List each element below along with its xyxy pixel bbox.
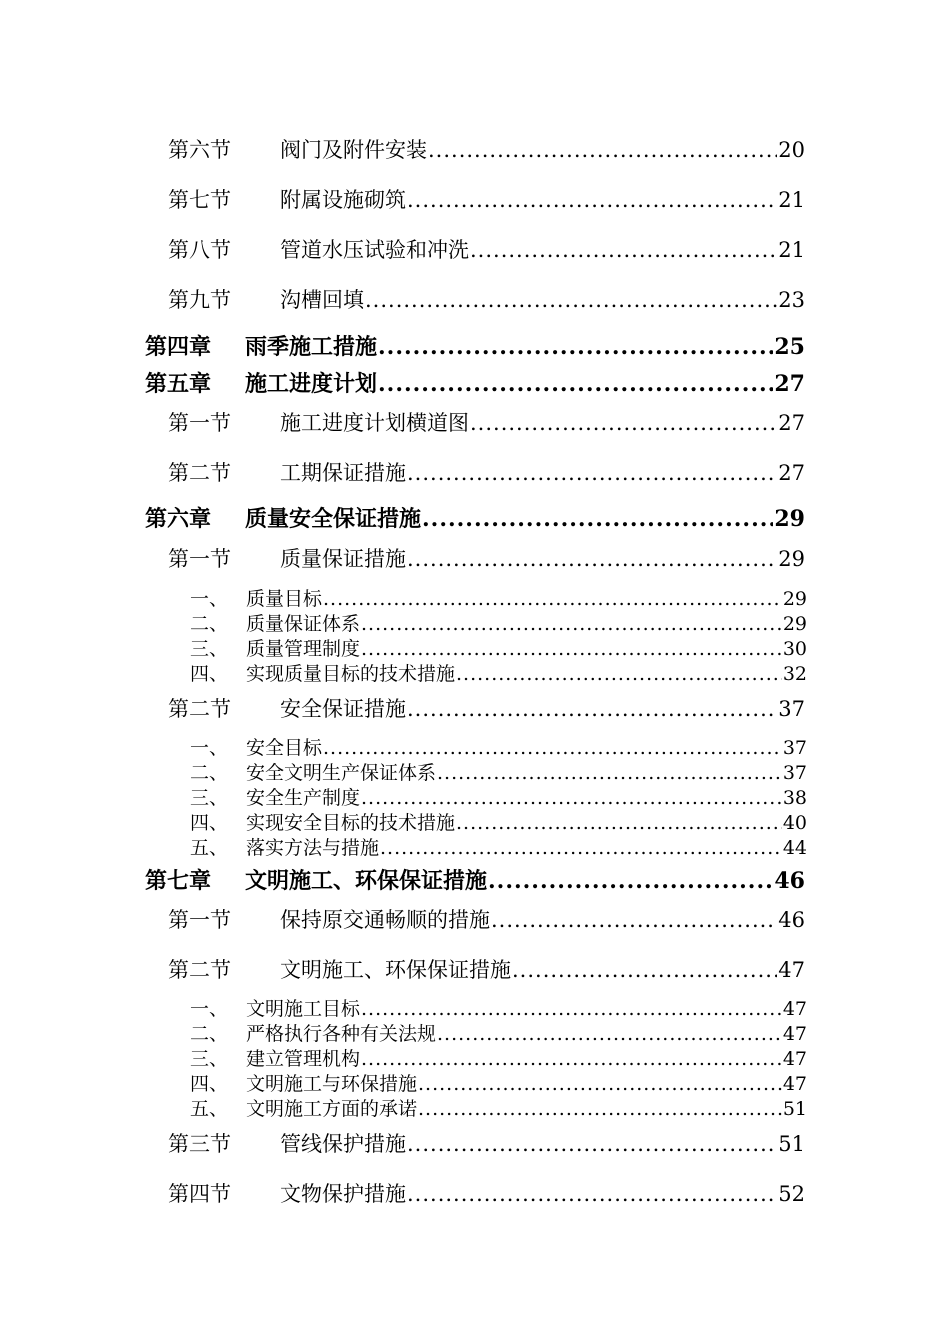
toc-entry-title-line bbox=[280, 134, 805, 164]
toc-entry-number: 第七章 bbox=[145, 868, 212, 894]
dot-leader bbox=[361, 998, 782, 1020]
toc-entry-number: 第四节 bbox=[168, 1182, 231, 1206]
toc-entry-page: 51 bbox=[778, 1132, 805, 1156]
toc-entry-number: 四、 bbox=[190, 1073, 229, 1095]
dot-leader bbox=[407, 461, 777, 485]
toc-entry-page: 46 bbox=[778, 908, 805, 932]
toc-entry-page: 47 bbox=[782, 998, 807, 1020]
dot-leader bbox=[323, 737, 782, 759]
toc-entry-page: 52 bbox=[778, 1182, 805, 1206]
dot-leader bbox=[470, 238, 777, 262]
toc-entry-title: 文明施工与环保措施 bbox=[246, 1073, 418, 1095]
toc-entry-number: 第一节 bbox=[168, 547, 231, 571]
dot-leader bbox=[428, 138, 777, 162]
dot-leader bbox=[407, 697, 777, 721]
toc-entry-number: 五、 bbox=[190, 837, 229, 859]
toc-entry-title-line bbox=[246, 1069, 807, 1096]
toc-entry-page: 27 bbox=[778, 461, 805, 485]
toc-entry-title: 沟槽回填 bbox=[280, 288, 364, 312]
toc-entry-title: 安全文明生产保证体系 bbox=[246, 762, 437, 784]
toc-entry-page: 51 bbox=[782, 1098, 807, 1120]
toc-entry-page: 32 bbox=[782, 663, 807, 685]
toc-entry-title: 施工进度计划 bbox=[245, 371, 378, 397]
toc-entry-title-line bbox=[246, 1019, 807, 1046]
toc-entry-page: 23 bbox=[778, 288, 805, 312]
toc-entry-title-line bbox=[245, 330, 805, 361]
toc-entry-title: 管线保护措施 bbox=[280, 1132, 406, 1156]
toc-entry-title: 文明施工目标 bbox=[246, 998, 361, 1020]
toc-entry-number: 第七节 bbox=[168, 188, 231, 212]
toc-entry-page: 47 bbox=[782, 1073, 807, 1095]
dot-leader bbox=[407, 188, 777, 212]
toc-entry-title-line bbox=[246, 833, 807, 860]
toc-entry-title-line bbox=[246, 994, 807, 1021]
toc-entry-title: 文明施工方面的承诺 bbox=[246, 1098, 418, 1120]
toc-entry-title-line bbox=[245, 502, 805, 533]
toc-entry-number: 一、 bbox=[190, 737, 229, 759]
toc-entry-number: 一、 bbox=[190, 998, 229, 1020]
toc-entry-title: 文物保护措施 bbox=[280, 1182, 406, 1206]
toc-entry-number: 第二节 bbox=[168, 958, 231, 982]
toc-entry-number: 第八节 bbox=[168, 238, 231, 262]
toc-entry-title: 质量管理制度 bbox=[246, 638, 361, 660]
toc-entry-page: 27 bbox=[774, 371, 805, 397]
toc-entry-title: 文明施工、环保保证措施 bbox=[280, 958, 511, 982]
toc-entry-number: 三、 bbox=[190, 787, 229, 809]
toc-entry-number: 二、 bbox=[190, 613, 229, 635]
toc-entry-number: 第三节 bbox=[168, 1132, 231, 1156]
toc-entry-page: 40 bbox=[782, 812, 807, 834]
dot-leader bbox=[378, 371, 773, 397]
toc-entry-title: 质量保证体系 bbox=[246, 613, 361, 635]
toc-entry-title: 实现安全目标的技术措施 bbox=[246, 812, 456, 834]
dot-leader bbox=[491, 908, 777, 932]
toc-entry-title: 工期保证措施 bbox=[280, 461, 406, 485]
dot-leader bbox=[418, 1073, 782, 1095]
toc-entry-title: 安全生产制度 bbox=[246, 787, 361, 809]
toc-entry-page: 37 bbox=[778, 697, 805, 721]
toc-entry-page: 47 bbox=[778, 958, 805, 982]
toc-entry-title: 施工进度计划横道图 bbox=[280, 411, 469, 435]
toc-entry-number: 第一节 bbox=[168, 908, 231, 932]
toc-entry-page: 29 bbox=[774, 506, 805, 532]
toc-entry-number: 一、 bbox=[190, 588, 229, 610]
toc-entry-title: 安全保证措施 bbox=[280, 697, 406, 721]
toc-entry-title: 落实方法与措施 bbox=[246, 837, 380, 859]
toc-entry-title: 质量保证措施 bbox=[280, 547, 406, 571]
dot-leader bbox=[361, 1048, 782, 1070]
toc-entry-page: 21 bbox=[778, 188, 805, 212]
toc-entry-title-line bbox=[246, 584, 807, 611]
toc-entry-number: 四、 bbox=[190, 812, 229, 834]
toc-entry-title-line bbox=[280, 954, 805, 984]
toc-entry-title: 质量安全保证措施 bbox=[245, 506, 422, 532]
toc-entry-number: 三、 bbox=[190, 1048, 229, 1070]
toc-entry-title-line bbox=[246, 758, 807, 785]
dot-leader bbox=[512, 958, 777, 982]
toc-entry-number: 第六章 bbox=[145, 506, 212, 532]
toc-entry-page: 30 bbox=[782, 638, 807, 660]
toc-entry-page: 46 bbox=[774, 868, 805, 894]
toc-entry-page: 29 bbox=[782, 613, 807, 635]
toc-entry-number: 二、 bbox=[190, 762, 229, 784]
toc-entry-number: 第二节 bbox=[168, 697, 231, 721]
dot-leader bbox=[323, 588, 782, 610]
toc-entry-title-line bbox=[280, 1128, 805, 1158]
toc-entry-title: 管道水压试验和冲洗 bbox=[280, 238, 469, 262]
toc-entry-title: 阀门及附件安装 bbox=[280, 138, 427, 162]
toc-entry-title-line bbox=[245, 367, 805, 398]
toc-entry-title: 附属设施砌筑 bbox=[280, 188, 406, 212]
toc-entry-title-line bbox=[246, 1094, 807, 1121]
toc-entry-page: 37 bbox=[782, 762, 807, 784]
dot-leader bbox=[365, 288, 777, 312]
toc-entry-title-line bbox=[246, 783, 807, 810]
dot-leader bbox=[361, 613, 782, 635]
toc-entry-title-line bbox=[280, 407, 805, 437]
dot-leader bbox=[380, 837, 782, 859]
dot-leader bbox=[407, 547, 777, 571]
toc-entry-title-line bbox=[246, 634, 807, 661]
toc-entry-page: 25 bbox=[774, 334, 805, 360]
toc-entry-page: 27 bbox=[778, 411, 805, 435]
toc-entry-number: 第九节 bbox=[168, 288, 231, 312]
toc-entry-page: 21 bbox=[778, 238, 805, 262]
toc-entry-title: 雨季施工措施 bbox=[245, 334, 378, 360]
toc-entry-number: 第一节 bbox=[168, 411, 231, 435]
dot-leader bbox=[407, 1132, 777, 1156]
toc-entry-title-line bbox=[246, 659, 807, 686]
toc-entry-title: 建立管理机构 bbox=[246, 1048, 361, 1070]
toc-entry-page: 29 bbox=[778, 547, 805, 571]
dot-leader bbox=[470, 411, 777, 435]
toc-entry-number: 第五章 bbox=[145, 371, 212, 397]
dot-leader bbox=[488, 868, 773, 894]
toc-entry-title: 实现质量目标的技术措施 bbox=[246, 663, 456, 685]
toc-entry-title-line bbox=[280, 234, 805, 264]
toc-entry-title: 文明施工、环保保证措施 bbox=[245, 868, 488, 894]
toc-entry-title-line bbox=[246, 733, 807, 760]
dot-leader bbox=[422, 506, 773, 532]
toc-entry-page: 44 bbox=[782, 837, 807, 859]
toc-entry-number: 二、 bbox=[190, 1023, 229, 1045]
dot-leader bbox=[361, 787, 782, 809]
toc-entry-title-line bbox=[280, 904, 805, 934]
dot-leader bbox=[437, 762, 782, 784]
toc-entry-title-line bbox=[280, 184, 805, 214]
dot-leader bbox=[378, 334, 773, 360]
toc-entry-number: 三、 bbox=[190, 638, 229, 660]
toc-entry-page: 47 bbox=[782, 1048, 807, 1070]
dot-leader bbox=[437, 1023, 782, 1045]
toc-entry-title: 质量目标 bbox=[246, 588, 323, 610]
toc-entry-page: 20 bbox=[778, 138, 805, 162]
toc-entry-title: 保持原交通畅顺的措施 bbox=[280, 908, 490, 932]
dot-leader bbox=[456, 812, 782, 834]
toc-entry-title-line bbox=[280, 457, 805, 487]
toc-entry-title-line bbox=[280, 284, 805, 314]
dot-leader bbox=[361, 638, 782, 660]
toc-entry-number: 第六节 bbox=[168, 138, 231, 162]
toc-entry-title-line bbox=[246, 1044, 807, 1071]
toc-entry-number: 四、 bbox=[190, 663, 229, 685]
toc-entry-number: 第四章 bbox=[145, 334, 212, 360]
dot-leader bbox=[418, 1098, 782, 1120]
toc-entry-page: 47 bbox=[782, 1023, 807, 1045]
toc-entry-title-line bbox=[280, 1178, 805, 1208]
toc-entry-title-line bbox=[245, 864, 805, 895]
toc-entry-title-line bbox=[246, 609, 807, 636]
toc-entry-page: 37 bbox=[782, 737, 807, 759]
toc-entry-page: 29 bbox=[782, 588, 807, 610]
toc-entry-number: 五、 bbox=[190, 1098, 229, 1120]
toc-entry-number: 第二节 bbox=[168, 461, 231, 485]
toc-entry-title: 严格执行各种有关法规 bbox=[246, 1023, 437, 1045]
toc-entry-page: 38 bbox=[782, 787, 807, 809]
toc-entry-title: 安全目标 bbox=[246, 737, 323, 759]
toc-entry-title-line bbox=[280, 693, 805, 723]
toc-entry-title-line bbox=[246, 808, 807, 835]
dot-leader bbox=[407, 1182, 777, 1206]
toc-entry-title-line bbox=[280, 543, 805, 573]
dot-leader bbox=[456, 663, 782, 685]
